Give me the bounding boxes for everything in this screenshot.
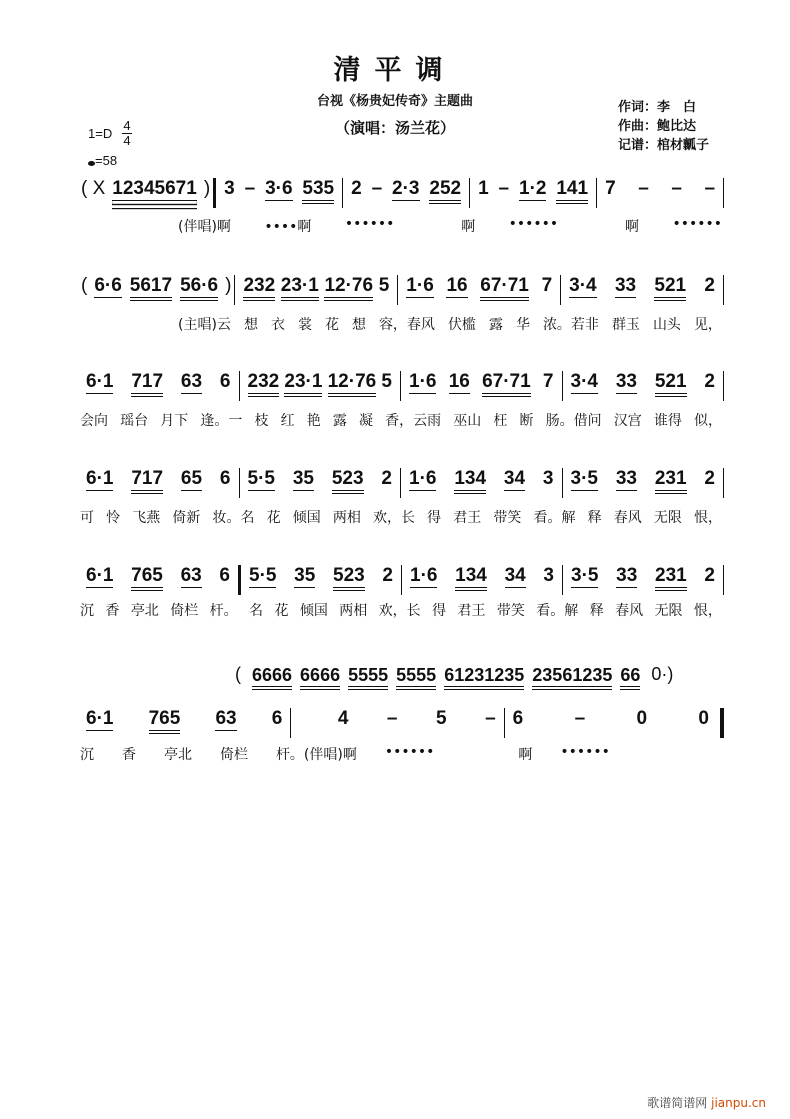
lyric-word: (主唱)云 xyxy=(178,317,231,333)
note-group: 33 xyxy=(614,275,637,296)
note-group: 717 xyxy=(131,468,163,494)
note-group: 2 xyxy=(381,468,392,489)
note-group: 2 xyxy=(382,565,393,586)
measure xyxy=(597,178,723,200)
note-group: 717 xyxy=(131,371,163,397)
key-signature: 1=D xyxy=(88,126,113,141)
note-group: – xyxy=(485,708,496,729)
interlude-note: 0·) xyxy=(651,664,674,684)
note-group: 1·6 xyxy=(409,468,437,489)
lyric-word: 花 xyxy=(324,317,339,333)
lyric-word: 倾国 xyxy=(292,510,321,526)
note-group: 12·76 xyxy=(324,275,373,301)
note-group: 232 xyxy=(248,371,280,397)
note-group: 6 xyxy=(219,371,231,392)
note-group: 134 xyxy=(455,565,487,591)
lyric-word: 巫山 xyxy=(453,413,482,429)
measure xyxy=(401,468,562,494)
note-group: 2 xyxy=(704,565,715,586)
note-group: 521 xyxy=(654,275,686,301)
note-group: 56·6 xyxy=(180,275,218,301)
note-group: 523 xyxy=(332,468,364,494)
lyric-word: 春风 xyxy=(615,603,644,619)
barline-single xyxy=(723,275,724,305)
lyric-word: 汉宫 xyxy=(613,413,642,429)
score-row xyxy=(78,371,724,411)
parenthesis: ( xyxy=(81,275,88,296)
note-group: 5·5 xyxy=(249,565,277,586)
barline-repeat xyxy=(213,178,216,208)
note-group: 23·1 xyxy=(284,371,322,397)
lyric-word: 啊 xyxy=(461,219,476,235)
note-group: 6 xyxy=(219,468,231,489)
note-group: 6·1 xyxy=(86,371,114,392)
lyrics-line xyxy=(178,314,722,334)
note-group: 0 xyxy=(698,708,709,729)
lyric-word: 看。解 xyxy=(536,603,579,619)
score-row xyxy=(78,565,724,605)
lyric-word: 花 xyxy=(274,603,289,619)
lyric-word: 想 xyxy=(243,317,258,333)
note-group: 35 xyxy=(292,468,314,489)
lyric-word: 沉 xyxy=(80,603,94,619)
lyric-word: 倚栏 xyxy=(219,747,248,763)
lyric-word: 倚新 xyxy=(172,510,201,526)
note-group: 34 xyxy=(503,468,526,489)
lyric-word: 断 xyxy=(519,413,534,429)
measure xyxy=(78,565,238,591)
lyric-word: 山头 xyxy=(652,317,681,333)
lyric-word: 浓。若非 xyxy=(542,317,599,333)
note-group: 1 xyxy=(478,178,489,199)
lyric-word: 妆。名 xyxy=(212,510,255,526)
measure xyxy=(563,468,724,494)
lyric-word: 瑶台 xyxy=(120,413,149,429)
measure xyxy=(291,708,503,730)
subtitle: 台视《杨贵妃传奇》主题曲 xyxy=(316,94,473,109)
note-group: 16 xyxy=(448,371,470,392)
measure xyxy=(398,275,560,301)
measure xyxy=(235,275,397,301)
note-group: 2 xyxy=(351,178,362,199)
lyrics-line xyxy=(80,410,722,430)
note-group: 6·1 xyxy=(86,468,114,489)
note-group: 141 xyxy=(556,178,588,204)
lyric-word: 逢。一 xyxy=(200,413,243,429)
lyric-word: 欢，长 xyxy=(373,510,415,526)
note-group: 3·5 xyxy=(571,565,599,586)
note-group: 63 xyxy=(180,371,203,392)
lyric-word: 似， xyxy=(694,413,722,429)
lyric-word: 君王 xyxy=(453,510,482,526)
measure xyxy=(78,708,290,734)
measure xyxy=(216,178,342,204)
note-group: 1·2 xyxy=(519,178,547,199)
interlude-line xyxy=(232,664,676,690)
lyric-word: 香 xyxy=(105,603,120,619)
lyric-word: 香 xyxy=(121,747,136,763)
lyric-word: 可 xyxy=(80,510,94,526)
note-group: 765 xyxy=(149,708,181,734)
lyric-word: 艳 xyxy=(306,413,321,429)
measure xyxy=(240,371,401,397)
note-group: 134 xyxy=(454,468,486,494)
lyric-word: 春风 xyxy=(613,510,642,526)
barline-repeat xyxy=(238,565,241,595)
note-group: 3 xyxy=(224,178,235,199)
quarter-note-icon xyxy=(88,161,95,166)
measure xyxy=(78,371,239,397)
note-group: 5 xyxy=(381,371,392,392)
note-group: – xyxy=(638,178,649,199)
lyric-word: 亭北 xyxy=(163,747,192,763)
note-group: 7 xyxy=(605,178,616,199)
measure xyxy=(78,468,239,494)
note-group: 67·71 xyxy=(480,275,529,301)
lyrics-line xyxy=(80,507,722,527)
note-group: 2 xyxy=(704,275,715,296)
lyric-word: ••••啊 xyxy=(264,219,312,235)
note-group: 231 xyxy=(655,468,687,494)
score-row xyxy=(78,708,724,748)
note-group: 35 xyxy=(294,565,316,586)
note-group: 33 xyxy=(615,468,637,489)
lyric-word: •••••• xyxy=(560,744,610,760)
measure xyxy=(561,275,723,301)
note-group: 2·3 xyxy=(392,178,420,199)
interlude-note: 5555 xyxy=(348,664,388,690)
lyrics-line xyxy=(178,216,722,236)
note-group: 0 xyxy=(636,708,648,729)
measure xyxy=(240,468,401,494)
singer: （演唱：汤兰花） xyxy=(334,119,455,137)
interlude-note: 5555 xyxy=(396,664,436,690)
lyric-word: (伴唱)啊 xyxy=(178,219,231,235)
lyric-word: 裳 xyxy=(297,317,312,333)
barline-final xyxy=(720,708,724,738)
barline-single xyxy=(723,371,724,401)
lyric-word: 衣 xyxy=(270,317,285,333)
lyric-word: 释 xyxy=(589,603,604,619)
barline-single xyxy=(723,468,724,498)
note-group: 2 xyxy=(704,468,715,489)
lyric-word: 两相 xyxy=(339,603,368,619)
note-group: 34 xyxy=(504,565,526,586)
lyric-word: 带笑 xyxy=(496,603,525,619)
lyric-word: 带笑 xyxy=(493,510,522,526)
lyric-word: 君王 xyxy=(457,603,486,619)
composer: 作曲：鲍比达 xyxy=(618,119,697,134)
lyric-word: 沉 xyxy=(80,747,94,763)
note-group: 252 xyxy=(429,178,461,204)
score-row xyxy=(78,468,724,508)
interlude-note: 23561235 xyxy=(532,664,612,690)
note-group: 3·5 xyxy=(570,468,598,489)
lyric-word: •••••• xyxy=(384,744,435,760)
lyric-word: 啊 xyxy=(625,219,640,235)
note-group: 12·76 xyxy=(328,371,377,397)
lyric-word: 红 xyxy=(280,413,295,429)
lyric-word: 见， xyxy=(693,317,722,333)
lyric-word: 杆。(伴唱)啊 xyxy=(275,747,357,763)
parenthesis: ( X xyxy=(81,178,106,199)
time-bottom: 4 xyxy=(123,133,131,148)
lyric-word: 恨， xyxy=(693,603,722,619)
lyric-word: 亭北 xyxy=(130,603,159,619)
lyric-word: •••••• xyxy=(508,216,559,232)
note-group: – xyxy=(574,708,586,729)
note-group: 232 xyxy=(243,275,275,301)
lyric-word: 得 xyxy=(432,603,447,619)
note-group: – xyxy=(704,178,716,199)
lyric-word: 啊 xyxy=(518,747,533,763)
note-group: 5·5 xyxy=(247,468,275,489)
lyric-word: 会向 xyxy=(80,413,108,429)
lyric-word: 恨， xyxy=(694,510,722,526)
lyric-word: 伏槛 xyxy=(447,317,476,333)
interlude-note: 61231235 xyxy=(444,664,524,690)
note-group: 4 xyxy=(337,708,349,729)
note-group: 1·6 xyxy=(410,565,438,586)
note-group: – xyxy=(671,178,682,199)
lyric-word: 月下 xyxy=(160,413,189,429)
tempo-value: =58 xyxy=(95,153,118,168)
note-group: 1·6 xyxy=(409,371,437,392)
interlude-note: 66 xyxy=(620,664,640,690)
note-group: 33 xyxy=(615,371,637,392)
lyric-word: 怜 xyxy=(106,510,121,526)
note-group: 521 xyxy=(655,371,687,397)
lyric-word: 枉 xyxy=(493,413,508,429)
interlude-note: 6666 xyxy=(252,664,292,690)
parenthesis: ) xyxy=(203,178,211,199)
lyric-word: 露 xyxy=(488,317,503,333)
note-group: 67·71 xyxy=(482,371,531,397)
parenthesis: ) xyxy=(225,275,232,296)
lyric-word: 得 xyxy=(427,510,442,526)
note-group: 7 xyxy=(542,371,554,392)
lyric-word: 枝 xyxy=(254,413,269,429)
note-group: 765 xyxy=(131,565,163,591)
lyric-word: 看。解 xyxy=(533,510,576,526)
note-group: 3 xyxy=(542,468,554,489)
interlude-note: 6666 xyxy=(300,664,340,690)
lyric-word: 飞燕 xyxy=(132,510,161,526)
note-group: 7 xyxy=(541,275,553,296)
note-group: 12345671 xyxy=(112,178,197,199)
score-row xyxy=(78,275,724,315)
note-group: 33 xyxy=(616,565,638,586)
time-top: 4 xyxy=(123,118,131,133)
time-signature xyxy=(122,119,132,148)
note-group: – xyxy=(371,178,383,199)
note-group: 6 xyxy=(219,565,230,586)
lyric-word: 无限 xyxy=(654,603,683,619)
lyrics-line xyxy=(80,744,722,764)
note-group: 3 xyxy=(543,565,554,586)
note-group: 65 xyxy=(180,468,203,489)
measure xyxy=(563,565,723,591)
lyrics-line xyxy=(80,600,722,620)
lyric-word: 名 xyxy=(249,603,264,619)
note-group: 6·1 xyxy=(86,565,114,586)
lyric-word: 露 xyxy=(332,413,347,429)
note-group: 6 xyxy=(512,708,524,729)
lyric-word: 谁得 xyxy=(653,413,682,429)
note-group: 2 xyxy=(704,371,715,392)
lyric-word: 无限 xyxy=(653,510,682,526)
lyric-word: 想 xyxy=(351,317,366,333)
note-group: 3·4 xyxy=(570,371,598,392)
note-group: 3·4 xyxy=(569,275,597,296)
transcriber: 记谱：棺材瓤子 xyxy=(618,138,710,153)
note-group: 63 xyxy=(215,708,237,729)
note-group: 6·6 xyxy=(94,275,122,296)
note-group: 16 xyxy=(446,275,468,296)
lyric-word: 倚栏 xyxy=(170,603,199,619)
measure xyxy=(401,371,562,397)
barline-single xyxy=(723,565,724,595)
lyric-word: 释 xyxy=(587,510,602,526)
note-group: – xyxy=(498,178,510,199)
note-group: 5 xyxy=(378,275,390,296)
lyric-word: 倾国 xyxy=(299,603,328,619)
lyric-word: 香，云雨 xyxy=(385,413,442,429)
barline-single xyxy=(723,178,724,208)
lyric-word: 容，春风 xyxy=(378,317,435,333)
measure xyxy=(563,371,724,397)
note-group: 6 xyxy=(271,708,283,729)
lyric-word: 肠。借问 xyxy=(545,413,602,429)
lyric-word: 杆。 xyxy=(209,603,238,619)
lyric-word: 凝 xyxy=(359,413,373,429)
measure xyxy=(505,708,717,730)
measure xyxy=(343,178,469,204)
note-group: 523 xyxy=(333,565,365,591)
measure xyxy=(241,565,401,591)
measure xyxy=(402,565,562,591)
lyric-word: •••••• xyxy=(344,216,395,232)
note-group: – xyxy=(244,178,256,199)
lyric-word: 欢，长 xyxy=(378,603,421,619)
watermark xyxy=(647,1094,766,1111)
interlude-note: ( xyxy=(235,664,241,684)
note-group: 1·6 xyxy=(406,275,434,296)
song-title: 清平调 xyxy=(333,55,457,86)
note-group: 23·1 xyxy=(281,275,319,301)
note-group: 5 xyxy=(435,708,447,729)
note-group: 3·6 xyxy=(265,178,293,199)
measure xyxy=(470,178,596,204)
note-group: 535 xyxy=(302,178,334,204)
note-group: 5617 xyxy=(130,275,172,301)
tempo xyxy=(88,153,117,168)
note-group: – xyxy=(386,708,398,729)
score-row xyxy=(78,178,724,218)
watermark-cn: 歌谱简谱网 xyxy=(647,1096,708,1110)
lyric-word: 群玉 xyxy=(611,317,640,333)
watermark-en: jianpu.cn xyxy=(711,1096,766,1110)
lyricist: 作词：李 白 xyxy=(618,100,697,115)
note-group: 6·1 xyxy=(86,708,114,729)
lyric-word: 华 xyxy=(515,317,530,333)
lyric-word: 两相 xyxy=(332,510,361,526)
note-group: 231 xyxy=(655,565,687,591)
lyric-word: 花 xyxy=(266,510,281,526)
lyric-word: •••••• xyxy=(672,216,722,232)
note-group: 63 xyxy=(180,565,202,586)
